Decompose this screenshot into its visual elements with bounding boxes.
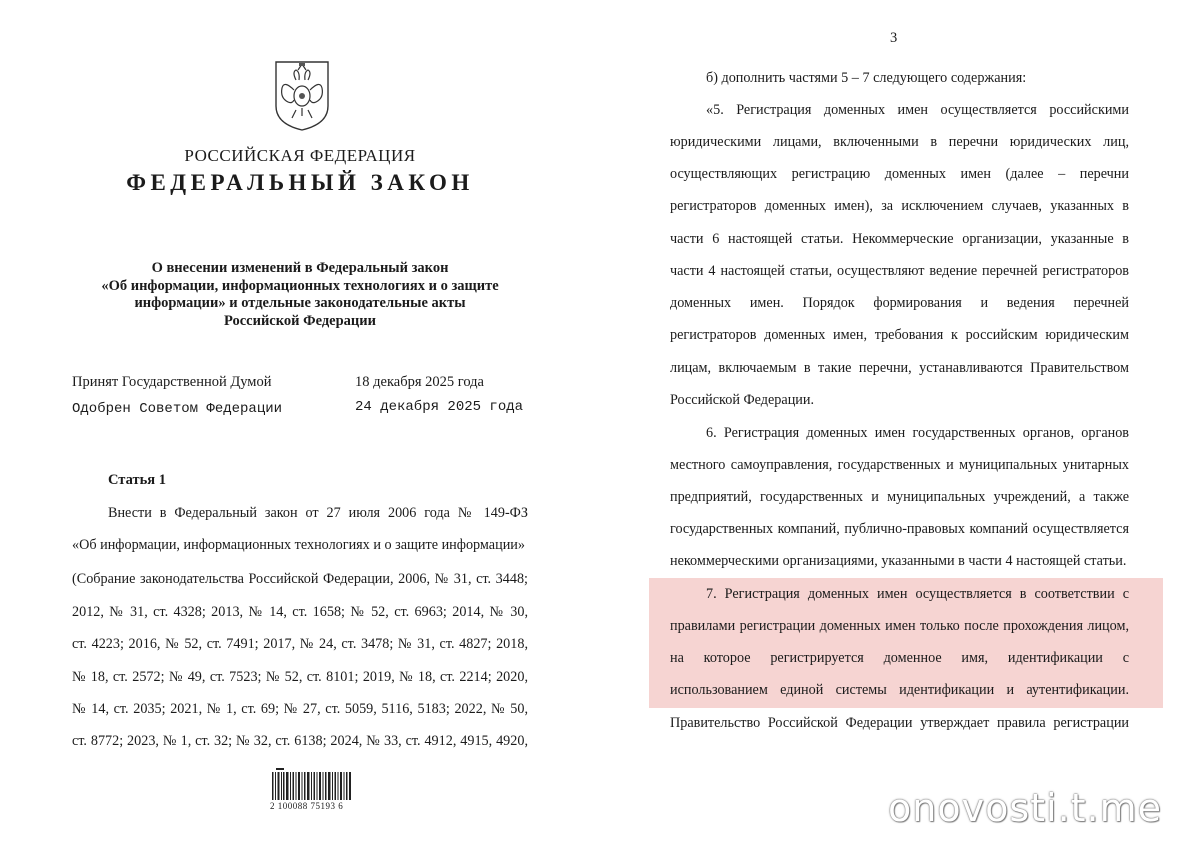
body-line: части 6 настоящей статьи. Некоммерческие организации, указанные в bbox=[670, 231, 1129, 247]
body-line: Внести в Федеральный закон от 27 июля 2006 года № 149-ФЗ bbox=[108, 505, 528, 521]
coat-of-arms-emblem bbox=[270, 58, 334, 132]
body-line: (Собрание законодательства Российской Федерации, 2006, № 31, ст. 3448; bbox=[72, 571, 528, 587]
body-line: лицам, включаемым в такие перечни, устанавливаются Правительством bbox=[670, 360, 1129, 376]
body-line: Российской Федерации. bbox=[670, 392, 815, 408]
right-page bbox=[600, 0, 1200, 849]
body-line: ст. 4223; 2016, № 52, ст. 7491; 2017, № 24, ст. 3478; № 31, ст. 4827; 2018, bbox=[72, 636, 528, 652]
watermark: onovosti.t.me bbox=[888, 786, 1163, 830]
body-line: № 14, ст. 2035; 2021, № 1, ст. 69; № 27, ст. 5059, 5116, 5183; 2022, № 50, bbox=[72, 701, 528, 717]
body-line: государственных компаний, публично-правовых компаний осуществляется bbox=[670, 521, 1129, 537]
state-name: РОССИЙСКАЯ ФЕДЕРАЦИЯ bbox=[184, 146, 416, 165]
law-title-line: О внесении изменений в Федеральный закон bbox=[151, 260, 449, 276]
body-line: юридическими лицами, включенными в перечни юридических лиц, bbox=[670, 134, 1129, 150]
adopted-label: Принят Государственной Думой bbox=[72, 374, 272, 390]
law-title-line: «Об информации, информационных технологиях и о защите bbox=[101, 277, 499, 294]
approved-label: Одобрен Советом Федерации bbox=[72, 401, 283, 417]
law-type-heading: ФЕДЕРАЛЬНЫЙ ЗАКОН bbox=[126, 170, 474, 195]
body-line: ст. 8772; 2023, № 1, ст. 32; № 32, ст. 6138; 2024, № 33, ст. 4912, 4915, 4920, bbox=[72, 733, 528, 749]
body-line: использованием единой системы идентификации и аутентификации. bbox=[670, 682, 1129, 698]
body-line: регистраторов доменных имен), за исключением случаев, указанных в bbox=[670, 198, 1129, 214]
body-line: № 18, ст. 2572; № 49, ст. 7523; № 52, ст. 8101; 2019, № 18, ст. 2214; 2020, bbox=[72, 669, 528, 685]
barcode-image bbox=[272, 768, 352, 800]
body-line: регистраторов доменных имен, требования к российским юридическим bbox=[670, 327, 1129, 343]
body-line: части 4 настоящей статьи, осуществляют ведение перечней регистраторов bbox=[670, 263, 1129, 279]
page-number: 3 bbox=[890, 30, 898, 46]
body-line: б) дополнить частями 5 – 7 следующего содержания: bbox=[706, 70, 1027, 86]
body-line: Правительство Российской Федерации утверждает правила регистрации bbox=[670, 715, 1129, 731]
body-line: 6. Регистрация доменных имен государственных органов, органов bbox=[706, 425, 1129, 441]
body-line: «5. Регистрация доменных имен осуществляется российскими bbox=[706, 102, 1129, 118]
law-title-line: информации» и отдельные законодательные акты bbox=[134, 295, 466, 311]
body-line: осуществляющих регистрацию доменных имен (далее – перечни bbox=[670, 166, 1129, 182]
adopted-date: 18 декабря 2025 года bbox=[355, 374, 484, 390]
law-title-line: Российской Федерации bbox=[223, 312, 376, 329]
body-line: местного самоуправления, государственных и муниципальных унитарных bbox=[670, 457, 1129, 473]
body-line: на которое регистрируется доменное имя, идентификации с bbox=[670, 650, 1129, 666]
body-line: некоммерческими организациями, указанными в части 4 настоящей статьи. bbox=[670, 553, 1127, 569]
body-line: предприятий, государственных и муниципальных учреждений, а также bbox=[670, 489, 1129, 505]
body-line: 7. Регистрация доменных имен осуществляется в соответствии с bbox=[706, 586, 1129, 602]
article-heading: Статья 1 bbox=[108, 472, 166, 488]
body-line: 2012, № 31, ст. 4328; 2013, № 14, ст. 1658; № 52, ст. 6963; 2014, № 30, bbox=[72, 604, 528, 620]
body-line: доменных имен. Порядок формирования и ведения перечней bbox=[670, 295, 1129, 311]
body-line: правилами регистрации доменных имен только после прохождения лицом, bbox=[670, 618, 1129, 634]
approved-date: 24 декабря 2025 года bbox=[355, 399, 524, 415]
law-title bbox=[90, 260, 510, 330]
barcode-number: 2 100088 75193 6 bbox=[270, 801, 344, 811]
body-line: «Об информации, информационных технологиях и о защите информации» bbox=[72, 537, 525, 553]
